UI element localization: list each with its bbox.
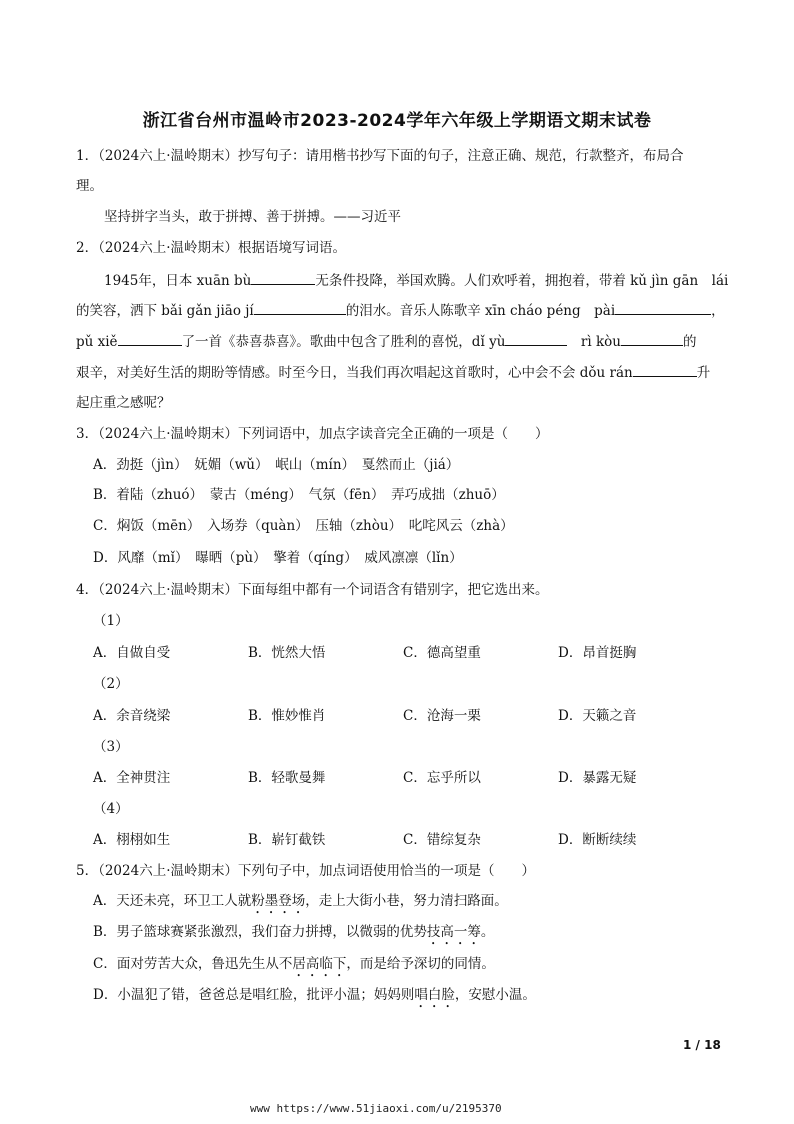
q5-option-d[interactable] — [93, 985, 536, 1011]
q2-text: rì kòu — [580, 334, 621, 350]
q2-text: 的 — [682, 334, 697, 350]
dotted-phrase: 居高临下 — [292, 956, 347, 972]
q4-group-label: （1） — [93, 613, 129, 629]
q4-g2-option-c[interactable]: C．沧海一栗 — [403, 708, 481, 724]
q4-g4-option-b[interactable]: B．崭钉截铁 — [248, 832, 326, 848]
q4-group-label: （3） — [93, 739, 129, 755]
q4-g3-option-b[interactable]: B．轻歌曼舞 — [248, 770, 326, 786]
q4-g3-option-d[interactable]: D．暴露无疑 — [558, 770, 637, 786]
q4-g2-option-d[interactable]: D．天籁之音 — [558, 708, 637, 724]
q4-g4-option-a[interactable]: A．栩栩如生 — [93, 832, 171, 848]
q5-text: 。 — [480, 924, 495, 940]
q5-option-a[interactable] — [93, 891, 508, 917]
q2-passage-line-1 — [104, 270, 728, 291]
q4-g1-option-d[interactable]: D．昂首挺胸 — [558, 645, 637, 661]
page-number: 1 / 18 — [683, 1038, 721, 1052]
answer-blank[interactable] — [621, 331, 683, 346]
q3-option-d[interactable]: D．风靡（mǐ） 曝晒（pù） 擎着（qíng） 威风凛凛（lǐn） — [93, 550, 463, 566]
q2-text: pǔ xiě — [76, 334, 118, 350]
q3-option-b[interactable]: B．着陆（zhuó） 蒙古（méng） 气氛（fēn） 弄巧成拙（zhuō） — [93, 487, 505, 503]
q3-prompt: 3．（2024六上·温岭期末）下列词语中，加点字读音完全正确的一项是（ ） — [76, 426, 549, 442]
q4-g3-option-c[interactable]: C．忘乎所以 — [403, 770, 481, 786]
dotted-phrase: 粉墨登场 — [251, 893, 306, 909]
q4-g1-option-c[interactable]: C．德高望重 — [403, 645, 481, 661]
page-title: 浙江省台州市温岭市2023-2024学年六年级上学期语文期末试卷 — [142, 111, 652, 131]
q4-g4-option-d[interactable]: D．断断续续 — [558, 832, 637, 848]
q3-option-a[interactable]: A．劲挺（jìn） 妩媚（wǔ） 岷山（mín） 戛然而止（jiá） — [93, 457, 460, 473]
q2-passage-line-5: 起庄重之感呢？ — [76, 395, 171, 411]
q2-prompt: 2．（2024六上·温岭期末）根据语境写词语。 — [76, 240, 346, 256]
q2-passage-line-4 — [76, 362, 710, 383]
q2-text: 的笑容，洒下 bǎi gǎn jiāo jí — [76, 303, 254, 319]
q5-text: ，安慰小温。 — [454, 987, 536, 1003]
q5-text: C．面对劳苦大众，鲁迅先生从不 — [93, 956, 293, 972]
q4-prompt: 4．（2024六上·温岭期末）下面每组中都有一个词语含有错别字，把它选出来。 — [76, 582, 549, 598]
q4-g1-option-a[interactable]: A．自做自受 — [93, 645, 171, 661]
q5-option-b[interactable] — [93, 922, 494, 948]
answer-blank[interactable] — [633, 362, 697, 377]
footer-url[interactable]: www https://www.51jiaoxi.com/u/2195370 — [250, 1102, 502, 1115]
q5-text: ，而是给予深切的同情。 — [346, 956, 495, 972]
q5-text: A．天还未亮，环卫工人就 — [93, 893, 252, 909]
answer-blank[interactable] — [251, 270, 315, 285]
q2-passage-line-3 — [76, 331, 696, 352]
q2-text: 艰辛，对美好生活的期盼等情感。时至今日，当我们再次唱起这首歌时，心中会不会 dǒu rán — [76, 365, 633, 381]
q4-g2-option-b[interactable]: B．惟妙惟肖 — [248, 708, 326, 724]
q2-text: 升 — [696, 365, 711, 381]
q5-text: B．男子篮球赛紧张激烈，我们奋力拼搏，以微弱的优势 — [93, 924, 427, 940]
q4-g2-option-a[interactable]: A．余音绕梁 — [93, 708, 171, 724]
q1-prompt-cont: 理。 — [76, 178, 103, 194]
q4-group-label: （4） — [93, 801, 129, 817]
q2-text: 1945年，日本 xuān bù — [104, 273, 252, 289]
dotted-phrase: 唱白脸 — [414, 987, 455, 1003]
answer-blank[interactable] — [118, 331, 182, 346]
q4-g3-option-a[interactable]: A．全神贯注 — [93, 770, 171, 786]
q4-g4-option-c[interactable]: C．错综复杂 — [403, 832, 481, 848]
q5-text: D．小温犯了错，爸爸总是唱红脸，批评小温；妈妈则 — [93, 987, 415, 1003]
answer-blank[interactable] — [505, 331, 567, 346]
q4-group-label: （2） — [93, 676, 129, 692]
q5-text: ，走上大街小巷，努力清扫路面。 — [305, 893, 508, 909]
q5-option-c[interactable] — [93, 954, 495, 980]
q4-g1-option-b[interactable]: B．恍然大悟 — [248, 645, 326, 661]
q2-passage-line-2 — [76, 300, 725, 321]
answer-blank[interactable] — [615, 300, 711, 315]
q2-text: 了一首《恭喜恭喜》。歌曲中包含了胜利的喜悦，dǐ yù — [181, 334, 506, 350]
q1-quote: 坚持拼字当头，敢于拼搏、善于拼搏。——习近平 — [104, 209, 401, 225]
q1-prompt: 1．（2024六上·温岭期末）抄写句子：请用楷书抄写下面的句子，注意正确、规范，行款整齐，布局合 — [76, 148, 684, 164]
q2-text: 无条件投降，举国欢腾。人们欢呼着，拥抱着，带着 kǔ jìn gān lái — [315, 273, 729, 289]
q2-text: 的泪水。音乐人陈歌辛 xīn cháo péng pài — [345, 303, 616, 319]
q3-option-c[interactable]: C．焖饭（mēn） 入场券（quàn） 压轴（zhòu） 叱咤风云（zhà） — [93, 518, 514, 534]
dotted-phrase: 技高一筹 — [426, 924, 481, 940]
answer-blank[interactable] — [254, 300, 346, 315]
q5-prompt: 5．（2024六上·温岭期末）下列句子中，加点词语使用恰当的一项是（ ） — [76, 863, 535, 879]
q2-text: ， — [711, 303, 725, 319]
